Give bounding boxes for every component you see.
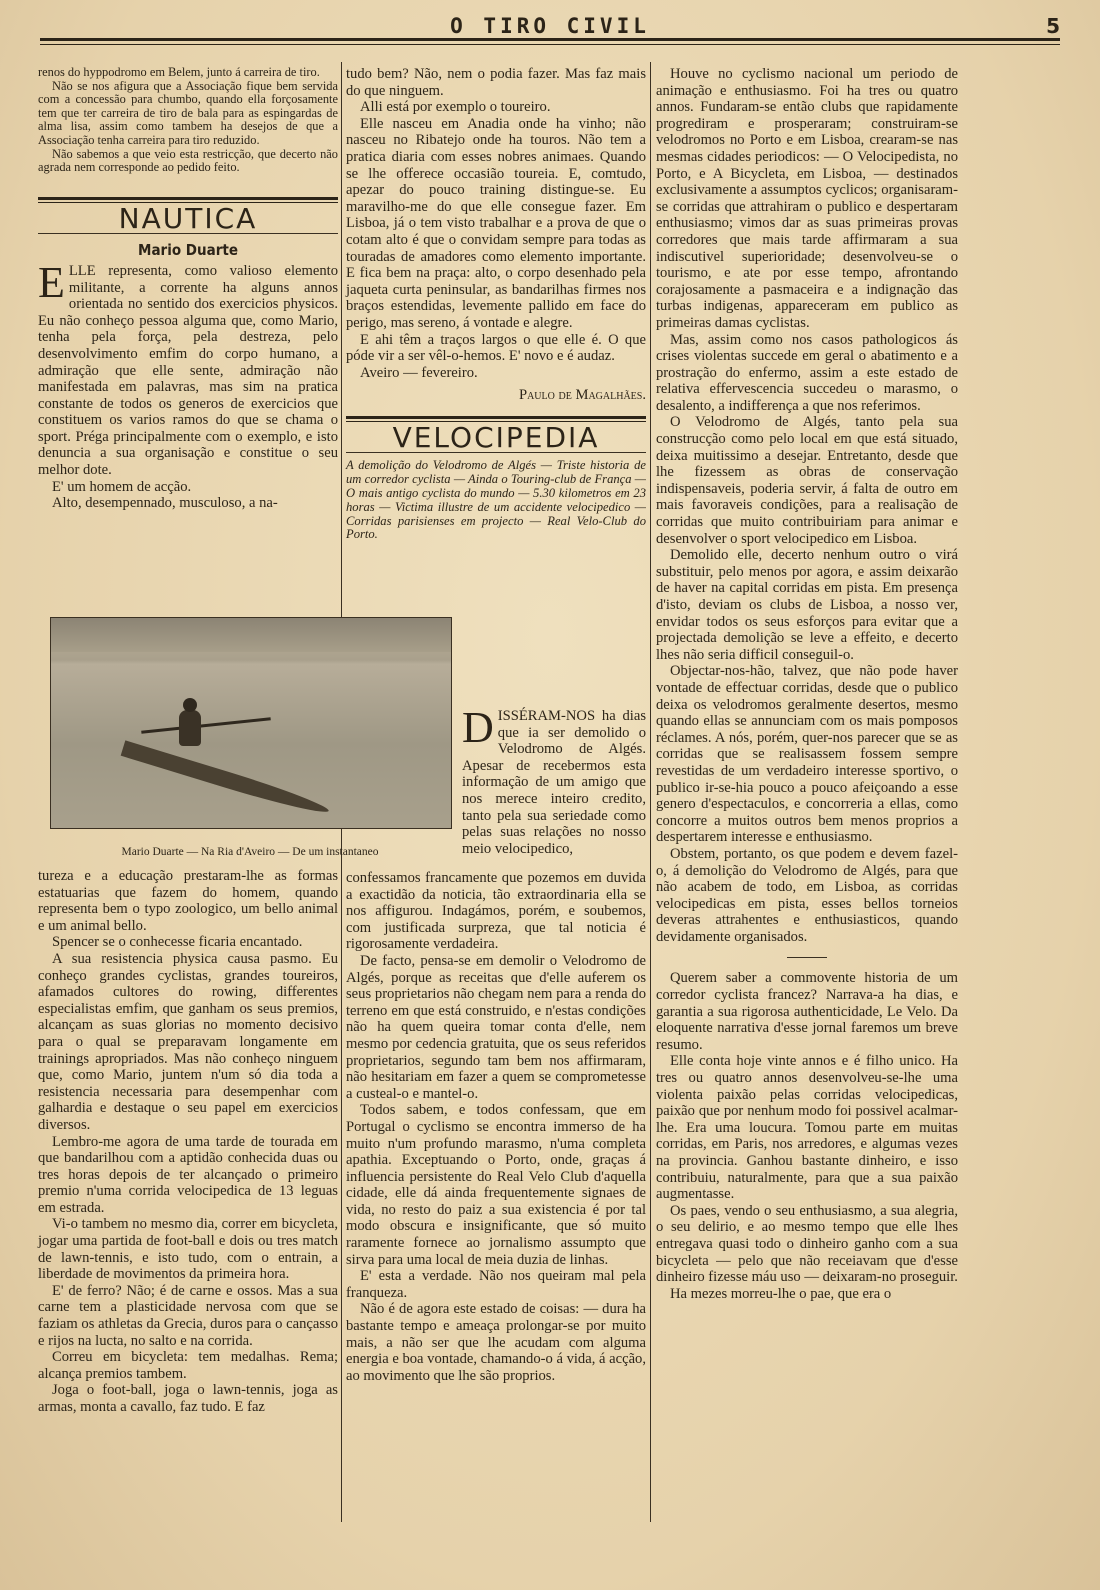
page-number: 5 [1046,14,1060,38]
rower-head [183,698,197,712]
tiro-article-end [38,66,338,175]
paragraph: Ha mezes morreu-lhe o pae, que era o [670,1285,892,1302]
paragraph: Alto, desempennado, musculoso, a na- [52,495,278,512]
column-3 [656,66,958,1302]
drop-cap: E [38,257,65,307]
paragraph: Demolido elle, decerto nenhum outro o virá substituir, pelo menos por agora, e assim deixarão de haver na capital corridas em pista. Em presença d'isto, deviam os clubs de Lisboa, a nosso ver, envidar todos os seus esforços para evitar que a projectada demolição se leve a effeito, e decerto lhes não seria difficil conseguil-o. [656,547,958,663]
paragraph: E ahi têm a traços largos o que elle é. O que póde vir a ser vêl-o-hemos. E' novo e é audaz. [346,331,646,365]
paragraph: confessamos francamente que pozemos em duvida a exactidão da noticia, tão extraordinaria ella se nos affigurou. Indagámos, porém, e soubemos, com justificada surpreza, que tal noticia é rigorosamente verdadeira. [346,870,646,953]
author-signature: Paulo de Magalhães. [518,387,646,404]
article-subhead: Mario Duarte [138,241,238,260]
paragraph: E' esta a verdade. Não nos queiram mal pela franqueza. [346,1268,646,1301]
short-divider [787,957,827,958]
paragraph: Vi-o tambem no mesmo dia, correr em bicycleta, jogar uma partida de foot-ball e dois ou tres match de lawn-tennis, e isto tudo, com o entrain, a liberdade de movimentos da primeira hora. [38,1216,338,1283]
paragraph: Spencer se o conhecesse ficaria encantado. [52,934,303,951]
paragraph: Houve no cyclismo nacional um periodo de animação e enthusiasmo. Foi ha tres ou quatro annos. Fundaram-se então clubs que rapidamente progrediram e prosperaram; construiram-se velodromos no Porto e em Lisboa, crearam-se nas mesmas cidades periodicos: — O Velocipedista, no Porto, e A Bicycleta, em Lisboa, — destinados exclusivamente a assumptos cyclicos; organisaram-se corridas que attrahiram o publico e despertaram enthusiasmo; vimos dar as suas primeiras provas corredores que mais tarde affirmaram a sua indiscutivel superioridade; desenvolveu-se o tourismo, e ate por esse tempo, afrontando corajosamente a pasmaceira e a indignação das turbas indigenas, appareceram em publico as primeiras damas cyclistas. [656,66,958,331]
paragraph: Mas, assim como nos casos pathologicos ás crises violentas succede em geral o abatimento e a prostração do enfermo, assim a este estado de relativa effervescencia succedeu o marasmo, o desalento, a indifferença a que nos referimos. [656,331,958,414]
section-title-velocipedia: VELOCIPEDIA [392,420,600,454]
paragraph: Elle nasceu em Anadia onde ha vinho; não nasceu no Ribatejo onde ha touros. Não tem a pratica diaria com esses nobres animaes. Quando se lhe offerece occasião toureia. E, comtudo, apezar do pouco training distingue-se. Eu maravilho-me do que elle consegue fazer. Em Lisboa, já o tem visto trabalhar e a prova de que o cotam alto é que o convidam sempre para todas as touradas de amadores como elemento importante. E fica bem na praça: alto, o corpo desenhado pela jaqueta curta peninsular, as bandarilhas firmes nos braços estendidas, levemente pallido em face do perigo, mas sereno, á vontade e alegre. [346,115,646,331]
section-title-nautica: NAUTICA [118,201,258,235]
paragraph: renos do hyppodromo em Belem, junto á carreira de tiro. [38,65,320,79]
paragraph: Não se nos afigura que a Associação fique bem servida com a concessão para chumbo, quando ella forçosamente tem que ter carreira de tiro de bala para as espingardas de alma lisa, assim como tambem ha desejos de que a Associação tenha carreira para tiro reduzido. [38,78,338,147]
paragraph: Obstem, portanto, os que podem e devem fazel-o, á demolição do Velodromo de Algés, para que não acabem de todo, em Lisboa, as corridas velocipedicas em pista, esses bellos torneios deveras attrahentes e enthusiasticos, quando devidamente organisados. [656,845,958,945]
column-1 [38,66,338,512]
paragraph: E' um homem de acção. [52,478,192,495]
paragraph: Todos sabem, e todos confessam, que em Portugal o cyclismo se encontra immerso de ha muito n'um profundo marasmo, n'uma completa apathia. Exceptuando o Porto, onde, graças á influencia persistente do Real Velo Club d'aquella cidade, elle dá ainda frequentemente signaes de vida, no resto do paiz a sua existencia é por tal modo obscura e insignificante, que só muito raramente fornece ao jornalismo assumpto que sirva para uma local de meia duzia de linhas. [346,1102,646,1268]
drop-cap: D [462,703,494,752]
paragraph: Joga o foot-ball, joga o lawn-tennis, joga as armas, monta a cavallo, faz tudo. E faz [38,1382,338,1415]
paragraph: O Velodromo de Algés, tanto pela sua construcção como pelo local em que está situado, deixa muitissimo a desejar. Entretanto, desde que lhe fizessem as obras de conservação indispensaveis, poderia servir, á falta de outro em mais favoraveis condições, para a realisação de corridas que muito contribuiriam para animar e desenvolver o sport velocipedico em Lisboa. [656,414,958,547]
paragraph: A sua resistencia physica causa pasmo. Eu conheço grandes cyclistas, grandes toureiros, afamados cultores do rowing, differentes especialistas emfim, que ganham os seus premios, alcançam as suas glorias no momento decisivo para o qual se preparavam longamente em trainings apropriados. Mas não conheço ninguem que, como Mario, juntem n'um só dia toda a resistencia necessaria para desempenhar com galhardia e destaque o seu papel em exercicios diversos. [38,950,338,1133]
paragraph: Querem saber a commovente historia de um corredor cyclista francez? Narrava-a ha dias, e garantia a sua rigorosa authenticidade, Le Velo. Da eloquente narrativa d'esse jornal faremos um breve resumo. [656,970,958,1053]
scull-boat [121,740,331,818]
paragraph: tudo bem? Não, nem o podia fazer. Mas faz mais do que ninguem. [346,66,646,99]
header-rule [40,38,1060,45]
article-summary: A demolição do Velodromo de Algés — Triste historia de um corredor cyclista — Ainda o Touring-club de França — O mais antigo cyclista do mundo — 5.30 kilometros em 23 horas — Victima illustre de um accidente velocipedico — Corridas parisienses em projecto — Real Velo-Club do Porto. [346,458,646,542]
paragraph: De facto, pensa-se em demolir o Velodromo de Algés, porque as receitas que d'elle auferem os seus proprietarios não chegam nem para a renda do terreno em que está construido, e n'estas condições não ha quem queira tomar conta d'elle, nem mesmo por cedencia gratuita, que os seus referidos proprietarios, segundo tam bem nos affirmaram, não hesitariam em fazer a quem se comprometesse a custeal-o e mantel-o. [346,952,646,1102]
column-divider [650,62,651,1522]
velocipedia-opening [462,703,646,857]
paragraph: Alli está por exemplo o toureiro. [360,99,551,116]
newspaper-title: O TIRO CIVIL [450,14,650,38]
paragraph: LLE representa, como valioso elemento militante, a corrente ha alguns annos orientada no sentido dos exercicios physicos. Eu não conheço pessoa alguma que, como Mario, tenha pela força, pela destreza, pelo desenvolvimento emfim do corpo humano, a admiração que elle sente, admiração não manifestada em palavras, mas sim na pratica constante de todos os generos de exercicios que constituem os varios ramos do que se chama o sport. Préga principalmente com o exemplo, e isto denuncia a sua organisação e constitue o seu melhor dote. [38,262,338,479]
paragraph: ISSÉRAM-NOS ha dias que ia ser demolido o Velodromo de Algés. Apesar de recebermos esta informação de um amigo que nos merece inteiro credito, tanto pela sua seriedade como pelas suas relações no nosso meio velocipedico, [462,708,646,857]
paragraph: Objectar-nos-hão, talvez, que não pode haver vontade de effectuar corridas, desde que o publico deixa os velodromos geralmente desertos, mesmo quando ellas se annunciam com os mais pomposos réclames. A nós, porém, quer-nos parecer que se as corridas que se realisassem fossem sempre revestidas de um verdadeiro interesse sportivo, o publico ir-se-hia pouco a pouco afeiçoando a esse genero d'espectaculos, e concorreria a ellas, como concorre a muitos outros bem menos proprios a despertarem interesse e enthusiasmo. [656,663,958,846]
column-2-continued [346,870,646,1384]
paragraph: tureza e a educação prestaram-lhe as formas estatuarias que fazem do homem, quando representa bem o typo zoologico, um bello animal e um animal bello. [38,868,338,934]
paragraph: E' de ferro? Não; é de carne e ossos. Mas a sua carne tem a plasticidade nervosa com que se faziam os athletas da Grecia, duros para o cançasso e rijos na lucta, no salto e na corrida. [38,1282,338,1349]
paragraph: Correu em bicycleta: tem medalhas. Rema; alcança premios tambem. [38,1349,338,1382]
paragraph: Não é de agora este estado de coisas: — dura ha bastante tempo e ameaça prolongar-se por muito mais, a não ser que lhe acudam com alguma energia e boa vontade, chamando-o á vida, á acção, ao movimento que lhe são proprios. [346,1301,646,1384]
paragraph: Não sabemos a que veio esta restricção, que decerto não agrada nem corresponde ao pedido feito. [38,146,338,175]
paragraph: Aveiro — fevereiro. [360,364,478,381]
paragraph: Lembro-me agora de uma tarde de tourada em que bandarilhou com a aptidão conhecida duas ou tres horas depois de ter alcançado o primeiro premio n'uma corrida velocipedica de 13 leguas em estrada. [38,1133,338,1216]
rower-figure [179,710,201,746]
paragraph: Elle conta hoje vinte annos e é filho unico. Ha tres ou quatro annos desenvolveu-se-lhe uma violenta paixão pelas corridas velocipedicas, paixão que por nenhum modo foi possivel acalmar-lhe. Era uma loucura. Tomou parte em muitas corridas, em Paris, nos arredores, e algumas vezes na provincia. Ganhou bastante dinheiro, e isso contribuiu, naturalmente, para que a sua paixão augmentasse. [656,1053,958,1203]
paragraph: Os paes, vendo o seu enthusiasmo, a sua alegria, o seu delirio, e ao mesmo tempo que elle lhes entregava quasi todo o dinheiro ganho com a sua bicycleta — pelo que não receiavam que d'esse dinheiro fizesse máu uso — deixaram-no proseguir. [656,1202,958,1286]
oar [141,717,271,734]
photo-caption: Mario Duarte — Na Ria d'Aveiro — De um instantaneo [121,846,379,858]
rowing-photo [50,617,452,829]
column-2 [346,66,646,542]
shoreline [51,618,451,652]
nautica-article [38,257,338,512]
column-1-continued [38,868,338,1416]
